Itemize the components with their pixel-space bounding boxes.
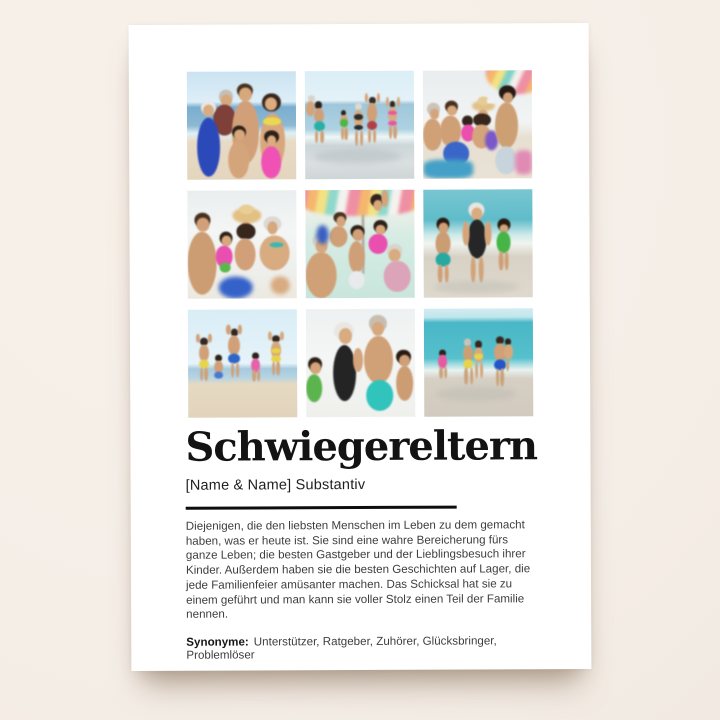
photo-figure (474, 354, 483, 359)
photo-figure (444, 264, 448, 282)
photo-figure (432, 280, 519, 293)
photo-figure (204, 368, 207, 381)
photo-figure (480, 361, 483, 378)
photo-figure (438, 264, 442, 282)
photo-figure (372, 322, 384, 336)
photo-figure (306, 252, 337, 299)
photo-figure (487, 98, 495, 103)
photo-figure (504, 344, 514, 359)
photo-figure (272, 361, 275, 375)
photo-figure (353, 348, 363, 372)
photo-tile-8 (306, 309, 415, 417)
photo-figure (484, 222, 491, 246)
photo-figure (271, 277, 291, 294)
photo-figure (267, 222, 278, 235)
photo-figure (276, 361, 279, 375)
photo-figure (470, 256, 476, 282)
photo-figure (499, 251, 503, 270)
photo-figure (364, 336, 394, 384)
photo-figure (267, 135, 277, 146)
photo-tile-1 (187, 71, 296, 179)
synonyms-line (186, 634, 540, 662)
photo-figure (365, 93, 368, 104)
photo-figure (373, 129, 376, 143)
divider-line (186, 506, 457, 510)
photo-figure (344, 127, 347, 140)
photo-figure (219, 263, 230, 273)
photo-figure (348, 271, 364, 289)
photo-figure (218, 277, 253, 299)
photo-tile-7 (188, 309, 297, 417)
photo-figure (208, 333, 212, 343)
photo-figure (263, 118, 280, 126)
photo-figure (369, 234, 388, 254)
photo-figure (320, 131, 323, 144)
poster (129, 23, 592, 671)
photo-figure (444, 367, 447, 379)
photo-figure (397, 366, 413, 401)
photo-figure (236, 362, 239, 377)
photo-figure (279, 331, 283, 341)
photo-tile-5 (305, 190, 414, 298)
photo-figure (271, 348, 281, 353)
photo-figure (368, 129, 371, 143)
photo-figure (316, 225, 328, 244)
photo-figure (228, 354, 240, 364)
photo-figure (389, 125, 392, 139)
photo-figure (226, 325, 230, 335)
photo-figure (436, 252, 451, 266)
photo-figure (329, 226, 348, 248)
photo-figure (495, 146, 517, 174)
photo-grid (187, 70, 534, 418)
definition-text: Diejenigen, die den liebsten Menschen im Leben zu dem gemacht haben, was er heute ist. Sie sind eine wahre Bereicherung fürs ganze Leben; die besten Gastgeber und der Lieblingsbesuch ihrer Kinder. Außerdem haben sie die besten Geschichten auf Lager, die jede Familienfeier amüsanter machen. Das Schicksal hat sie zu einem geführt und man kann sie voller Stolz einen Teil der Familie nennen. (185, 518, 531, 621)
synonyms-label: Synonyme: (186, 635, 249, 649)
photo-figure (355, 130, 358, 145)
photo-figure (423, 159, 473, 179)
definition-block (185, 422, 540, 662)
photo-figure (386, 97, 389, 107)
photo-figure (231, 362, 234, 377)
photo-figure (500, 369, 503, 386)
photo-figure (355, 103, 362, 109)
photo-figure (306, 374, 322, 402)
photo-figure (214, 371, 223, 379)
photo-figure (366, 380, 393, 410)
photo-figure (234, 238, 255, 270)
photo-figure (257, 370, 260, 382)
photo-figure (463, 222, 470, 246)
photo-figure (497, 231, 511, 253)
photo-tile-3 (423, 70, 532, 178)
photo-figure (239, 88, 252, 102)
photo-tile-9 (424, 308, 533, 416)
photo-figure (494, 359, 506, 370)
photo-figure (435, 386, 517, 401)
photo-figure (382, 190, 389, 207)
photo-figure (261, 146, 281, 178)
photo-figure (470, 368, 473, 384)
photo-figure (396, 97, 399, 107)
photo-figure (447, 105, 457, 116)
photo-figure (237, 224, 256, 239)
photo-figure (259, 236, 290, 271)
photo-figure (305, 190, 414, 216)
photo-figure (187, 232, 217, 295)
poster-title: Schwiegereltern (185, 422, 538, 471)
photo-figure (475, 361, 478, 378)
photo-figure (467, 220, 487, 259)
photo-figure (238, 325, 242, 335)
photo-figure (197, 118, 220, 176)
photo-figure (229, 142, 250, 179)
photo-figure (478, 256, 484, 282)
photo-figure (439, 367, 442, 379)
photo-figure (367, 103, 377, 122)
photo-tile-6 (423, 189, 532, 297)
photo-figure (348, 241, 364, 273)
photo-figure (496, 369, 499, 386)
photo-figure (352, 229, 363, 241)
photo-figure (339, 328, 352, 343)
photo-figure (200, 368, 203, 381)
photo-tile-4 (187, 190, 296, 298)
photo-figure (495, 103, 518, 148)
photo-figure (252, 370, 255, 382)
photo-figure (310, 362, 321, 374)
photo-figure (384, 261, 410, 291)
photo-figure (314, 149, 401, 164)
photo-figure (393, 125, 396, 139)
photo-figure (340, 119, 348, 128)
photo-figure (429, 108, 439, 119)
photo-tile-2 (305, 71, 414, 179)
photo-figure (360, 130, 363, 145)
photo-figure (506, 358, 509, 371)
photo-figure (354, 114, 363, 119)
photo-figure (234, 130, 245, 141)
synonyms-text: Unterstützer, Ratgeber, Zuhörer, Glücksbringer, Problemlöser (186, 634, 497, 662)
photo-figure (423, 118, 442, 150)
photo-figure (315, 131, 318, 144)
photo-figure (464, 368, 467, 384)
photo-figure (388, 111, 397, 115)
photo-figure (377, 93, 380, 104)
photo-figure (196, 218, 209, 232)
photo-figure (515, 150, 533, 174)
photo-figure (504, 251, 508, 270)
poster-subtitle: [Name & Name] Substantiv (185, 476, 366, 494)
